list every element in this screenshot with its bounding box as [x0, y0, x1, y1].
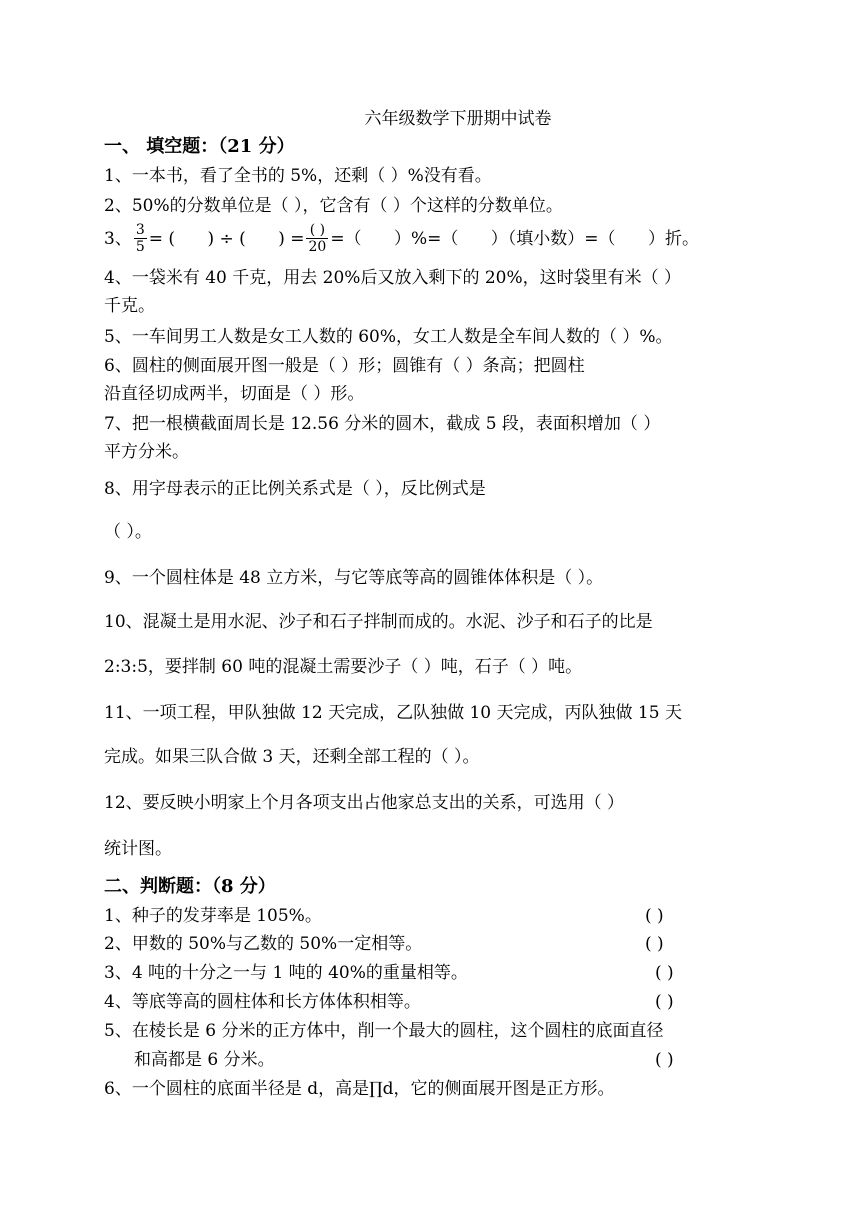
question-7-line-1: 7、把一根横截面周长是 12.56 分米的圆木，截成 5 段，表面积增加（ ） [104, 414, 661, 434]
question-1: 1、一本书，看了全书的 5%，还剩（ ）%没有看。 [104, 166, 492, 186]
question-11-line-1: 11、一项工程，甲队独做 12 天完成，乙队独做 10 天完成，丙队独做 15 天 [104, 703, 682, 723]
answer-bracket-4: ( ) [655, 992, 674, 1012]
question-8-line-2: （ ）。 [104, 522, 152, 542]
fraction-3-5 [134, 222, 147, 255]
fraction-blank-20 [306, 222, 328, 255]
answer-bracket-5: ( ) [655, 1050, 674, 1070]
question-12-line-1: 12、要反映小明家上个月各项支出占他家总支出的关系，可选用（ ） [104, 793, 625, 813]
judge-1: 1、种子的发芽率是 105%。 [104, 906, 322, 926]
judge-3: 3、4 吨的十分之一与 1 吨的 40%的重量相等。 [104, 963, 468, 983]
question-3-part-b: =（ ）%=（ ）（填小数）=（ ）折。 [330, 228, 699, 249]
question-11-line-2: 完成。如果三队合做 3 天，还剩全部工程的（ ）。 [104, 747, 480, 767]
question-5: 5、一车间男工人数是女工人数的 60%，女工人数是全车间人数的（ ）%。 [104, 327, 673, 347]
section1-heading: 一、 填空题：（21 分） [104, 136, 295, 157]
judge-2: 2、甲数的 50%与乙数的 50%一定相等。 [104, 934, 423, 954]
question-3 [104, 222, 699, 255]
fraction-denominator: 20 [308, 239, 327, 255]
judge-6: 6、一个圆柱的底面半径是 d，高是∏d，它的侧面展开图是正方形。 [104, 1079, 615, 1099]
fraction-numerator: ( ) [306, 222, 328, 239]
question-10-line-1: 10、混凝土是用水泥、沙子和石子拌制而成的。水泥、沙子和石子的比是 [104, 612, 653, 632]
answer-bracket-1: ( ) [645, 906, 664, 926]
question-7-line-2: 平方分米。 [104, 442, 189, 462]
question-3-part-a: = ( ) ÷ ( ) = [148, 228, 305, 249]
section2-heading: 二、判断题：（8 分） [104, 876, 276, 897]
answer-bracket-3: ( ) [655, 963, 674, 983]
question-2: 2、50%的分数单位是（ ），它含有（ ）个这样的分数单位。 [104, 196, 563, 216]
judge-5-line-2: 和高都是 6 分米。 [134, 1050, 275, 1070]
question-9: 9、一个圆柱体是 48 立方米，与它等底等高的圆锥体体积是（ ）。 [104, 568, 604, 588]
question-4-line-2: 千克。 [104, 296, 155, 316]
question-4-line-1: 4、一袋米有 40 千克，用去 20%后又放入剩下的 20%，这时袋里有米（ ） [104, 268, 682, 288]
question-6-line-1: 6、圆柱的侧面展开图一般是（ ）形；圆锥有（ ）条高；把圆柱 [104, 356, 585, 376]
fraction-denominator: 5 [135, 239, 145, 255]
question-12-line-2: 统计图。 [104, 839, 172, 859]
fraction-numerator: 3 [135, 222, 145, 238]
question-6-line-2: 沿直径切成两半，切面是（ ）形。 [104, 384, 365, 404]
question-10-line-2: 2:3:5，要拌制 60 吨的混凝土需要沙子（ ）吨，石子（ ）吨。 [104, 657, 583, 677]
question-8-line-1: 8、用字母表示的正比例关系式是（ ），反比例式是 [104, 479, 486, 499]
answer-bracket-2: ( ) [645, 934, 664, 954]
judge-4: 4、等底等高的圆柱体和长方体体积相等。 [104, 992, 421, 1012]
question-3-prefix: 3、 [104, 228, 132, 249]
page-title: 六年级数学下册期中试卷 [364, 109, 552, 129]
judge-5-line-1: 5、在棱长是 6 分米的正方体中，削一个最大的圆柱，这个圆柱的底面直径 [104, 1021, 664, 1041]
